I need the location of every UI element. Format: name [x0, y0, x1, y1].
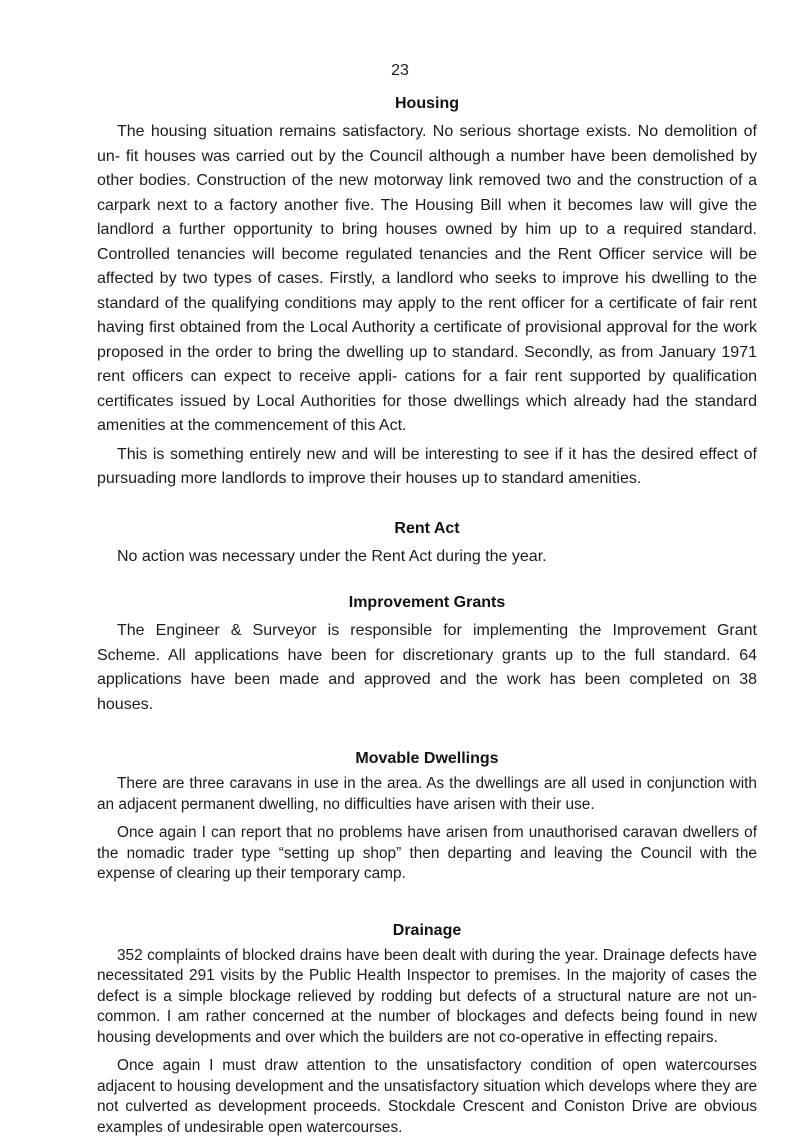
paragraph-drainage-1: 352 complaints of blocked drains have been dealt with during the year. Drainage defects have necessitated 291 visits by the Public Health Inspector to premises. In the majority of cases the defect is a simple blockage relieved by rodding but defects of a structural nature are not un- common. I am rather concerned at the number of blockages and defects being found in new housing developments and over which the builders are not co-operative in effecting repairs. — [97, 946, 757, 1046]
paragraph-movable-dwellings-1: There are three caravans in use in the area. As the dwellings are all used in conjunction with an adjacent permanent dwelling, no difficulties have arisen with their use. — [97, 775, 757, 813]
paragraph-drainage-2: Once again I must draw attention to the unsatisfactory condition of open watercourses adjacent to housing development and the unsatisfactory situation which develops where they are not culverted as development proceeds. Stockdale Crescent and Coniston Drive are obvious examples of undesirable open watercourses. — [97, 1057, 757, 1136]
page-number: 23 — [391, 62, 409, 79]
paragraph-movable-dwellings-2: Once again I can report that no problems have arisen from unauthorised caravan dwellers of the nomadic trader type “setting up shop” then departing and leaving the Council with the expense of clearing up their temporary camp. — [97, 824, 757, 882]
section-heading-improvement-grants: Improvement Grants — [348, 594, 506, 611]
section-heading-drainage: Drainage — [392, 921, 462, 939]
section-heading-housing: Housing — [395, 95, 459, 112]
paragraph-rent-act-1: No action was necessary under the Rent Act during the year. — [117, 547, 547, 565]
paragraph-housing-2: This is something entirely new and will be interesting to see if it has the desired effect of pursuading more landlords to improve their houses up to standard amenities. — [97, 445, 757, 487]
paragraph-improvement-grants-1: The Engineer & Surveyor is responsible for implementing the Improvement Grant Scheme. All applications have been for discretionary grants up to the full standard. 64 applications have been made and approved and the work has been completed on 38 houses. — [97, 622, 757, 713]
section-heading-movable-dwellings: Movable Dwellings — [355, 750, 499, 767]
document-body — [97, 92, 757, 1138]
paragraph-housing-1: The housing situation remains satisfactory. No serious shortage exists. No demolition of un- fit houses was carried out by the Council although a number have been demolished by other bodies. Construction of the new motorway link removed two and the construction of a carpark next to a factory another five. The Housing Bill when it becomes law will give the landlord a further opportunity to bring houses owned by him up to a required standard. Controlled tenancies will become regulated tenancies and the Rent Officer service will be affected by two types of cases. Firstly, a landlord who seeks to improve his dwelling to the standard of the qualifying conditions may apply to the rent officer for a certificate of fair rent having first obtained from the Local Authority a certificate of provisional approval for the work proposed in the order to bring the dwelling up to standard. Secondly, as from January 1971 rent officers can expect to receive appli- cations for a fair rent supported by qualification certificates issued by Local Authorities for those dwellings which already had the standard amenities at the commencement of this Act. — [97, 123, 757, 434]
section-heading-rent-act: Rent Act — [394, 519, 460, 537]
